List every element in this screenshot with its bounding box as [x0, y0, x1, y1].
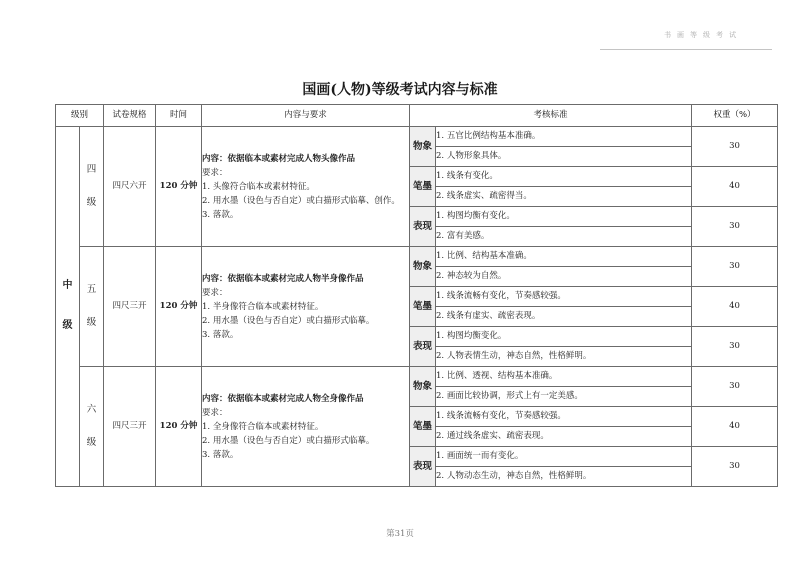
weight-value: 30: [692, 447, 778, 487]
header-level: 级别: [56, 105, 104, 127]
requirement-item: 2. 用水墨（设色与否自定）或白描形式临摹。: [202, 435, 375, 446]
criteria-category: 物象: [410, 247, 436, 287]
requirement-item: 1. 头像符合临本或素材特征。: [202, 181, 315, 192]
grade-cell: [80, 127, 104, 247]
table-row: [56, 247, 778, 267]
criteria-item: 1. 线条流畅有变化，节奏感较强。: [436, 287, 692, 307]
exam-time: 120 分钟: [156, 247, 202, 367]
criteria-category: 表现: [410, 207, 436, 247]
grade-char: 级: [86, 317, 97, 329]
weight-value: 30: [692, 247, 778, 287]
criteria-item: 2. 通过线条虚实、疏密表现。: [436, 427, 692, 447]
header-time: 时间: [156, 105, 202, 127]
document-title: 国画(人物)等级考试内容与标准: [302, 82, 498, 98]
requirement-item: 3. 落款。: [202, 209, 239, 220]
requirements-label: 要求：: [202, 287, 228, 298]
weight-value: 30: [692, 207, 778, 247]
header-weight: 权重（%）: [692, 105, 778, 127]
criteria-category: 笔墨: [410, 167, 436, 207]
requirement-item: 1. 全身像符合临本或素材特征。: [202, 421, 324, 432]
exam-time: 120 分钟: [156, 367, 202, 487]
weight-value: 30: [692, 327, 778, 367]
criteria-item: 2. 富有美感。: [436, 227, 692, 247]
grading-standards-table: [55, 104, 778, 487]
criteria-item: 2. 线条虚实、疏密得当。: [436, 187, 692, 207]
criteria-category: 物象: [410, 127, 436, 167]
criteria-item: 2. 画面比较协调，形式上有一定美感。: [436, 387, 692, 407]
requirement-item: 1. 半身像符合临本或素材特征。: [202, 301, 324, 312]
grade-cell: [80, 247, 104, 367]
requirement-item: 3. 落款。: [202, 329, 239, 340]
criteria-category: 笔墨: [410, 287, 436, 327]
tier-char: 中: [62, 280, 73, 292]
criteria-category: 表现: [410, 327, 436, 367]
content-headline: 内容：依据临本或素材完成人物半身像作品: [202, 273, 364, 284]
tier-char: 级: [62, 320, 73, 332]
criteria-item: 1. 比例、透视、结构基本准确。: [436, 367, 692, 387]
criteria-item: 1. 五官比例结构基本准确。: [436, 127, 692, 147]
criteria-item: 2. 人物形象具体。: [436, 147, 692, 167]
criteria-item: 2. 人物表情生动，神态自然，性格鲜明。: [436, 347, 692, 367]
paper-spec: 四尺三开: [104, 367, 156, 487]
table-row: [56, 127, 778, 147]
weight-value: 40: [692, 287, 778, 327]
tier-cell: [56, 127, 80, 487]
requirement-item: 3. 落款。: [202, 449, 239, 460]
table-header-row: [56, 105, 778, 127]
content-requirements: [202, 247, 410, 367]
content-requirements: [202, 367, 410, 487]
weight-value: 40: [692, 407, 778, 447]
paper-spec: 四尺六开: [104, 127, 156, 247]
criteria-category: 笔墨: [410, 407, 436, 447]
weight-value: 30: [692, 127, 778, 167]
weight-value: 30: [692, 367, 778, 407]
grade-char: 四: [86, 163, 97, 175]
header-content: 内容与要求: [202, 105, 410, 127]
grade-char: 级: [86, 437, 97, 449]
page-number: 第31页: [386, 529, 414, 539]
grade-cell: [80, 367, 104, 487]
criteria-category: 表现: [410, 447, 436, 487]
requirement-item: 2. 用水墨（设色与否自定）或白描形式临摹。: [202, 315, 375, 326]
requirements-label: 要求：: [202, 407, 228, 418]
header-criteria: 考核标准: [410, 105, 692, 127]
paper-spec: 四尺三开: [104, 247, 156, 367]
table-row: [56, 367, 778, 387]
running-head: 书画等级考试: [664, 31, 742, 39]
criteria-item: 1. 构图均衡有变化。: [436, 207, 692, 227]
grade-char: 五: [86, 283, 97, 295]
criteria-item: 1. 线条流畅有变化，节奏感较强。: [436, 407, 692, 427]
criteria-item: 1. 线条有变化。: [436, 167, 692, 187]
header-paper: 试卷规格: [104, 105, 156, 127]
criteria-item: 2. 人物动态生动，神态自然，性格鲜明。: [436, 467, 692, 487]
criteria-item: 1. 画面统一而有变化。: [436, 447, 692, 467]
requirements-label: 要求：: [202, 167, 228, 178]
header-rule: [600, 49, 772, 50]
criteria-category: 物象: [410, 367, 436, 407]
criteria-item: 1. 比例、结构基本准确。: [436, 247, 692, 267]
exam-time: 120 分钟: [156, 127, 202, 247]
grade-char: 级: [86, 197, 97, 209]
content-headline: 内容：依据临本或素材完成人物全身像作品: [202, 393, 364, 404]
requirement-item: 2. 用水墨（设色与否自定）或白描形式临摹、创作。: [202, 195, 400, 206]
weight-value: 40: [692, 167, 778, 207]
content-requirements: [202, 127, 410, 247]
grade-char: 六: [86, 403, 97, 415]
criteria-item: 2. 神态较为自然。: [436, 267, 692, 287]
content-headline: 内容：依据临本或素材完成人物头像作品: [202, 153, 356, 164]
criteria-item: 2. 线条有虚实、疏密表现。: [436, 307, 692, 327]
criteria-item: 1. 构图均衡变化。: [436, 327, 692, 347]
